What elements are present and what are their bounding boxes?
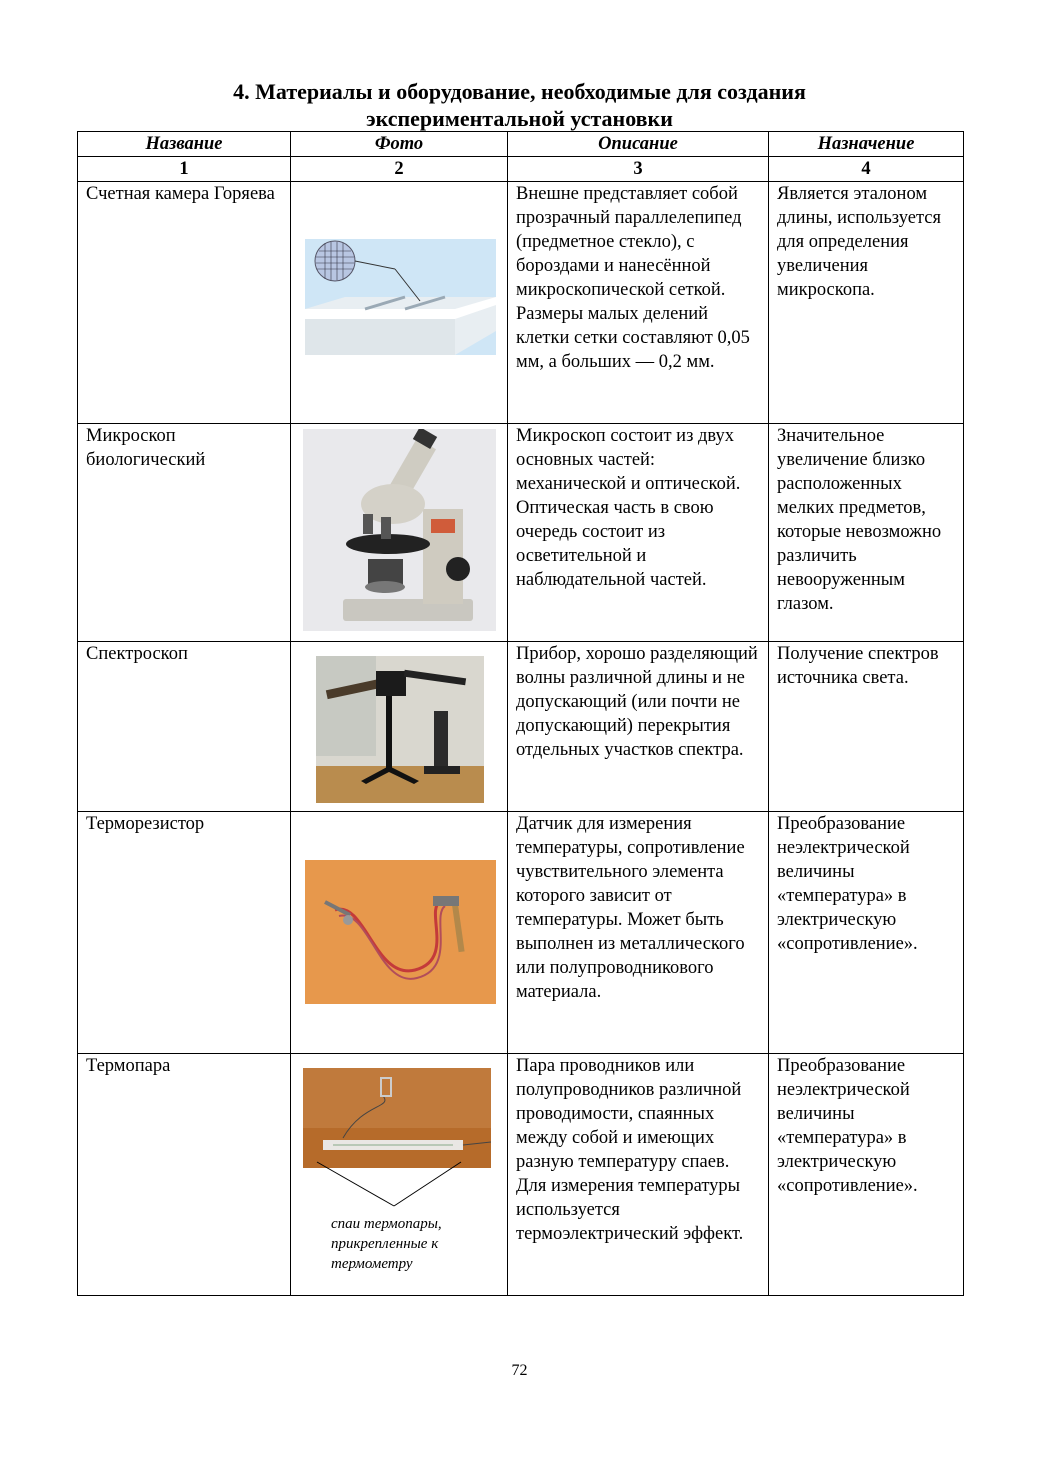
- row-description: Датчик для измерения температуры, сопротивление чувствительного элемента которого зависит от температуры. Может быть выполнен из металлического или полупроводникового материала.: [508, 812, 769, 1054]
- row-name: Счетная камера Горяева: [78, 182, 291, 424]
- header-purpose: Назначение: [769, 132, 964, 157]
- row-description: Микроскоп состоит из двух основных частей: механической и оптической. Оптическая часть в свою очередь состоит из осветительной и наблюдательной частей.: [508, 424, 769, 642]
- row-purpose: Значительное увеличение близко расположенных мелких предметов, которые невозможно различить невооруженным глазом.: [769, 424, 964, 642]
- table-row: [78, 182, 964, 424]
- row-description: Внешне представляет собой прозрачный параллелепипед (предметное стекло), с бороздами и нанесённой микроскопической сеткой. Размеры малых делений клетки сетки составляют 0,05 мм, а больших — 0,2 мм.: [508, 182, 769, 424]
- photo-cell: [291, 642, 508, 812]
- col-number-4: 4: [769, 157, 964, 182]
- row-purpose: Получение спектров источника света.: [769, 642, 964, 812]
- photo-caption: спаи термопары, прикрепленные к термометру: [331, 1216, 442, 1272]
- row-name: Спектроскоп: [78, 642, 291, 812]
- thermistor-photo: [305, 860, 496, 1004]
- table-row: [78, 642, 964, 812]
- header-photo: Фото: [291, 132, 508, 157]
- row-purpose: Преобразование неэлектрической величины «температура» в электрическую «сопротивление».: [769, 812, 964, 1054]
- col-number-3: 3: [508, 157, 769, 182]
- photo-cell: [291, 182, 508, 424]
- photo-cell: [291, 424, 508, 642]
- row-description: Прибор, хорошо разделяющий волны различной длины и не допускающий (или почти не допускающий) перекрытия отдельных участков спектра.: [508, 642, 769, 812]
- title-line-2: экспериментальной установки: [366, 106, 673, 131]
- table-row: [78, 424, 964, 642]
- row-name: Микроскоп биологический: [78, 424, 291, 642]
- row-name: Терморезистор: [78, 812, 291, 1054]
- row-purpose: Преобразование неэлектрической величины «температура» в электрическую «сопротивление».: [769, 1054, 964, 1296]
- number-row: [78, 157, 964, 182]
- table-row: [78, 1054, 964, 1296]
- counting-chamber-photo: [305, 239, 496, 355]
- header-description: Описание: [508, 132, 769, 157]
- equipment-table: [77, 131, 964, 1296]
- title-line-1: 4. Материалы и оборудование, необходимые для создания: [233, 79, 806, 104]
- thermocouple-photo: [303, 1068, 491, 1168]
- col-number-1: 1: [78, 157, 291, 182]
- row-purpose: Является эталоном длины, используется для определения увеличения микроскопа.: [769, 182, 964, 424]
- caption-pointer-lines: [291, 1154, 508, 1214]
- col-number-2: 2: [291, 157, 508, 182]
- spectroscope-photo: [316, 656, 484, 803]
- header-row: [78, 132, 964, 157]
- row-description: Пара проводников или полупроводников различной проводимости, спаянных между собой и имеющих разную температуру спаев. Для измерения температуры используется термоэлектрический эффект.: [508, 1054, 769, 1296]
- page-number: 72: [511, 1362, 528, 1379]
- photo-cell: [291, 1054, 508, 1296]
- row-name: Термопара: [78, 1054, 291, 1296]
- section-title: [0, 78, 1039, 132]
- microscope-photo: [303, 429, 496, 631]
- photo-cell: [291, 812, 508, 1054]
- header-name: Название: [78, 132, 291, 157]
- table-row: [78, 812, 964, 1054]
